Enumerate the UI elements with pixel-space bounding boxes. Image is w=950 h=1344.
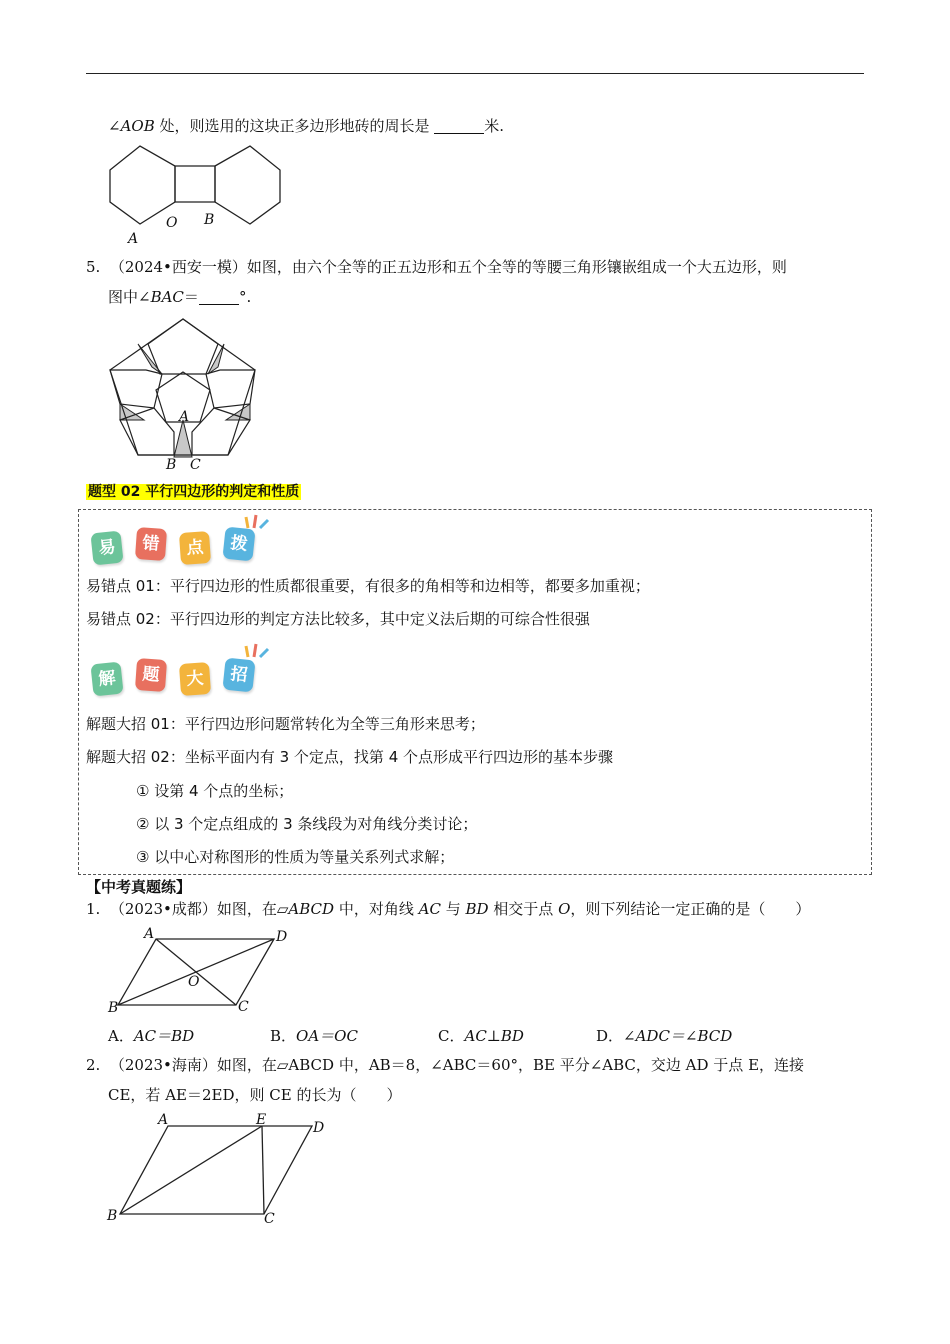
p1-option-d[interactable] (596, 1025, 732, 1046)
p1-number: 1. (86, 900, 101, 918)
p1-option-a[interactable] (108, 1025, 194, 1046)
p1-var-4: O (558, 900, 571, 918)
option-expr: OA＝OC (296, 1027, 358, 1045)
q5-line2 (108, 287, 251, 307)
q4-unit: 米. (484, 117, 505, 135)
p1-text-2: 中，对角线 (334, 900, 419, 918)
angle-var: AOB (120, 117, 155, 135)
q5-angle-var: BAC (150, 288, 184, 306)
q5-angle-prefix: 图中∠ (108, 288, 151, 306)
label-a: A (158, 1112, 169, 1128)
parallelogram-figure-2 (100, 1110, 340, 1230)
option-key: D． (596, 1027, 624, 1045)
p1-text-5: ，则下列结论一定正确的是（ ） (570, 900, 811, 918)
badge-tile-2: 错 (135, 527, 167, 561)
step-1: ① 设第 4 个点的坐标； (136, 782, 294, 800)
label-d: D (313, 1120, 325, 1136)
step-3: ③ 以中心对称图形的性质为等量关系列式求解； (136, 848, 455, 866)
pentagon-tiling-figure (100, 312, 270, 477)
q5-number: 5. (86, 258, 101, 276)
option-expr: AC⊥BD (464, 1027, 524, 1045)
answer-blank[interactable] (434, 118, 484, 134)
pentagon-top (148, 319, 218, 374)
option-expr: ∠ADC＝∠BCD (623, 1027, 733, 1045)
header-rule (86, 73, 864, 74)
p1-var-1: ABCD (288, 900, 335, 918)
q5-line1 (86, 257, 787, 277)
parallelogram (120, 1126, 312, 1214)
label-o: O (166, 215, 178, 231)
method-2: 解题大招 02：坐标平面内有 3 个定点，找第 4 个点形成平行四边形的基本步骤 (86, 748, 614, 766)
label-c: C (190, 457, 201, 473)
p1-var-3: BD (465, 900, 489, 918)
p1-var-2: AC (418, 900, 441, 918)
p2-line1 (86, 1055, 804, 1075)
sparkle-icon (244, 514, 270, 530)
diagonal-bd (118, 939, 274, 1005)
q4-text: 处，则选用的这块正多边形地砖的周长是 (154, 117, 430, 135)
label-a: A (179, 409, 190, 425)
badge-tile-1: 易 (90, 531, 123, 566)
label-c: C (264, 1211, 275, 1227)
p2-number: 2. (86, 1056, 101, 1074)
option-key: A． (108, 1027, 134, 1045)
method-1: 解题大招 01：平行四边形问题常转化为全等三角形来思考； (86, 715, 485, 733)
label-a: A (128, 231, 139, 247)
p1-text-3: 与 (440, 900, 466, 918)
left-hexagon (110, 146, 175, 224)
p1-text-1: （2023•成都）如图，在▱ (109, 900, 289, 918)
p1-option-c[interactable] (438, 1025, 524, 1046)
option-key: B． (270, 1027, 297, 1045)
center-square (175, 166, 215, 202)
parallelogram-figure-1 (100, 922, 300, 1018)
sparkle-icon (244, 643, 270, 659)
practice-title: 【中考真题练】 (86, 878, 192, 896)
tips-badge (90, 514, 270, 570)
methods-badge (90, 643, 270, 699)
q5-equals: ＝ (183, 288, 199, 306)
p2-text: （2023•海南）如图，在▱ABCD 中，AB＝8，∠ABC＝60°，BE 平分∠ABC，交边 AD 于点 E，连接 (109, 1056, 805, 1074)
label-b: B (108, 1000, 119, 1016)
section-heading (86, 481, 301, 502)
option-expr: AC＝BD (133, 1027, 195, 1045)
p1-option-b[interactable] (270, 1025, 358, 1046)
badge-tile-1: 解 (90, 662, 123, 697)
pentagon-left (110, 370, 162, 408)
badge-tile-2: 题 (135, 658, 167, 692)
badge-tile-3: 点 (179, 531, 211, 565)
label-a: A (144, 926, 155, 942)
tip-1: 易错点 01：平行四边形的性质都很重要，有很多的角相等和边相等，都要多加重视； (86, 577, 650, 595)
label-b: B (204, 212, 215, 228)
angle-symbol: ∠ (108, 117, 121, 135)
badge-tile-4: 招 (222, 658, 255, 693)
hexagon-tiling-figure (100, 140, 290, 250)
q4-tail-line (108, 116, 504, 136)
badge-tile-3: 大 (179, 662, 211, 696)
q5-text: （2024•西安一模）如图，由六个全等的正五边形和五个全等的等腰三角形镶嵌组成一个大五边形，则 (109, 258, 787, 276)
shaded-triangle-bottom (174, 420, 192, 457)
label-o: O (188, 974, 200, 990)
section-title: 题型 02 平行四边形的判定和性质 (88, 484, 300, 500)
label-d: D (276, 929, 288, 945)
label-c: C (238, 999, 249, 1015)
right-hexagon (215, 146, 280, 224)
tip-2: 易错点 02：平行四边形的判定方法比较多，其中定义法后期的可综合性很强 (86, 610, 590, 628)
label-b: B (166, 457, 177, 473)
answer-blank[interactable] (199, 289, 239, 305)
step-2: ② 以 3 个定点组成的 3 条线段为对角线分类讨论； (136, 815, 478, 833)
label-b: B (107, 1208, 118, 1224)
segment-be (120, 1126, 262, 1214)
p1-text-4: 相交于点 (488, 900, 559, 918)
p1-line (86, 899, 810, 919)
q5-degree: °. (238, 288, 252, 306)
label-e: E (256, 1112, 267, 1128)
segment-ce (262, 1126, 264, 1214)
badge-tile-4: 拨 (222, 527, 255, 562)
p2-line2: CE，若 AE＝2ED，则 CE 的长为（ ） (108, 1086, 402, 1104)
pentagon-right (206, 370, 255, 408)
option-key: C． (438, 1027, 465, 1045)
